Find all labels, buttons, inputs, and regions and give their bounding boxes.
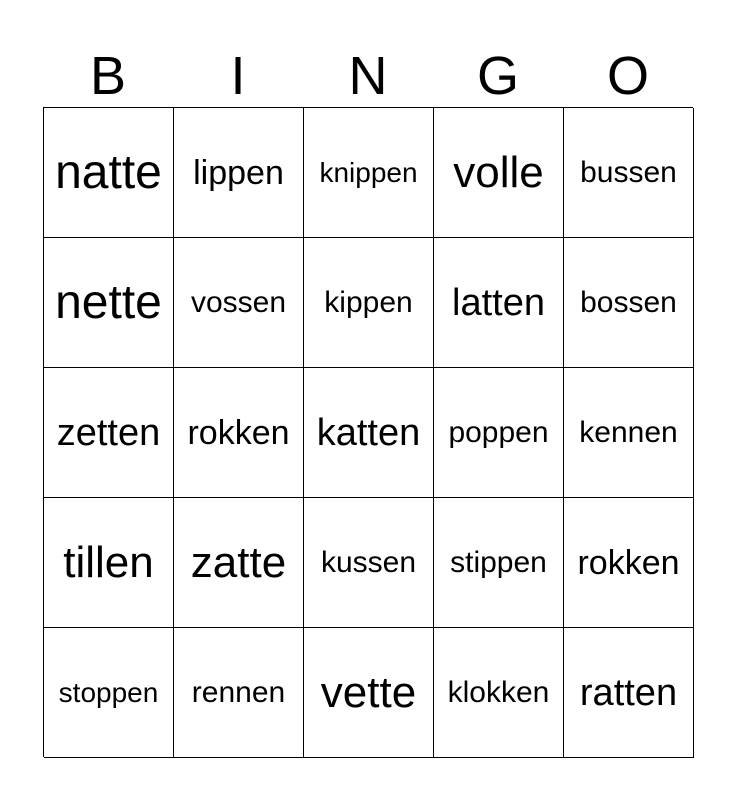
bingo-cell[interactable]: knippen <box>304 108 434 238</box>
bingo-cell[interactable]: rokken <box>564 498 694 628</box>
bingo-cell[interactable]: natte <box>44 108 174 238</box>
bingo-cell[interactable]: kussen <box>304 498 434 628</box>
bingo-cell[interactable]: stippen <box>434 498 564 628</box>
bingo-cell[interactable]: rennen <box>174 628 304 758</box>
bingo-board <box>43 107 693 757</box>
bingo-cell[interactable]: kennen <box>564 368 694 498</box>
bingo-cell[interactable]: ratten <box>564 628 694 758</box>
bingo-cell[interactable]: bussen <box>564 108 694 238</box>
bingo-cell[interactable]: klokken <box>434 628 564 758</box>
bingo-cell[interactable]: vossen <box>174 238 304 368</box>
header-letter-g: G <box>476 46 519 106</box>
bingo-cell[interactable]: katten <box>304 368 434 498</box>
bingo-cell[interactable]: bossen <box>564 238 694 368</box>
bingo-cell[interactable]: poppen <box>434 368 564 498</box>
bingo-header <box>43 44 693 108</box>
header-letter-i: I <box>230 46 246 106</box>
bingo-cell[interactable]: lippen <box>174 108 304 238</box>
bingo-cell[interactable]: tillen <box>44 498 174 628</box>
bingo-cell[interactable]: vette <box>304 628 434 758</box>
bingo-cell[interactable]: kippen <box>304 238 434 368</box>
bingo-cell[interactable]: nette <box>44 238 174 368</box>
bingo-cell[interactable]: zatte <box>174 498 304 628</box>
header-letter-o: O <box>606 46 649 106</box>
bingo-cell[interactable]: volle <box>434 108 564 238</box>
bingo-cell[interactable]: stoppen <box>44 628 174 758</box>
header-letter-b: B <box>89 46 127 106</box>
header-letter-n: N <box>348 46 388 106</box>
bingo-cell[interactable]: latten <box>434 238 564 368</box>
bingo-cell[interactable]: rokken <box>174 368 304 498</box>
bingo-cell[interactable]: zetten <box>44 368 174 498</box>
